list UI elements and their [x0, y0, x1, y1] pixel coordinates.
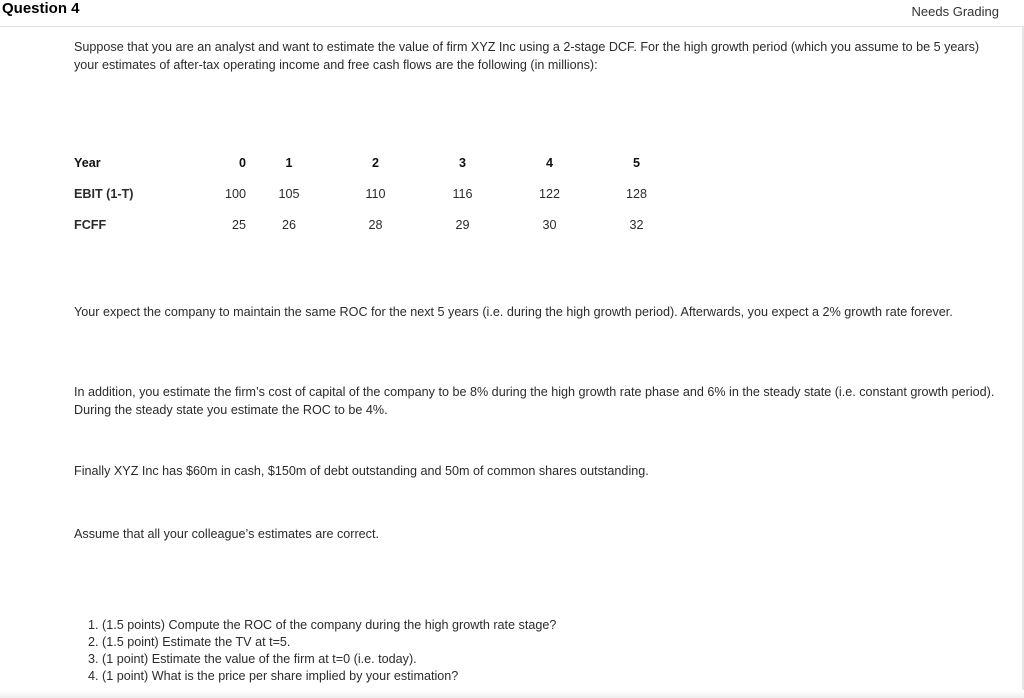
question-item: 3. (1 point) Estimate the value of the firm at t=0 (i.e. today). [88, 652, 417, 666]
cash-flow-table [74, 147, 680, 240]
year-cell: 2 [371, 155, 379, 170]
growth-paragraph: Your expect the company to maintain the same ROC for the next 5 years (i.e. during the high growth period). Afterwards, you expect a 2% growth rate forever. [74, 305, 953, 319]
year-cell: 4 [545, 155, 553, 170]
table-row [74, 147, 680, 178]
bottom-shadow [0, 690, 1024, 698]
row-label: EBIT (1-T) [74, 186, 134, 201]
row-label: Year [74, 155, 101, 170]
value-cell: 32 [629, 217, 644, 232]
value-cell: 30 [542, 217, 557, 232]
question-item: 2. (1.5 point) Estimate the TV at t=5. [88, 635, 291, 649]
intro-paragraph: Suppose that you are an analyst and want to estimate the value of firm XYZ Inc using a 2-stage DCF. For the high growth period (which you assume to be 5 years) your estimates of after-tax operating income and free cash flows are the following (in millions): [74, 40, 980, 72]
value-cell: 128 [625, 186, 647, 201]
question-title: Question 4 [2, 0, 80, 17]
question-header [0, 0, 1024, 27]
value-cell: 29 [455, 217, 470, 232]
question-item: 1. (1.5 points) Compute the ROC of the company during the high growth rate stage? [88, 618, 557, 632]
value-cell: 110 [365, 186, 386, 201]
question-list [88, 617, 556, 685]
assumption-paragraph: Assume that all your colleague’s estimates are correct. [74, 527, 379, 541]
table-row [74, 209, 680, 240]
cost-of-capital-paragraph: In addition, you estimate the firm’s cost of capital of the company to be 8% during the high growth rate phase and 6% in the steady state (i.e. constant growth period). During the steady state you estimate the ROC to be 4%. [74, 385, 995, 417]
value-cell: 105 [278, 186, 300, 201]
year-cell: 0 [238, 155, 246, 170]
balance-sheet-paragraph: Finally XYZ Inc has $60m in cash, $150m of debt outstanding and 50m of common shares outstanding. [74, 464, 649, 478]
value-cell: 28 [368, 217, 383, 232]
value-cell: 122 [538, 186, 560, 201]
value-cell: 26 [281, 217, 296, 232]
grading-status: Needs Grading [911, 4, 999, 19]
table-row [74, 178, 680, 209]
value-cell: 25 [231, 217, 246, 232]
value-cell: 116 [452, 186, 473, 201]
row-label: FCFF [74, 217, 107, 232]
year-cell: 5 [632, 155, 640, 170]
year-cell: 3 [458, 155, 466, 170]
value-cell: 100 [224, 186, 246, 201]
question-item: 4. (1 point) What is the price per share implied by your estimation? [88, 669, 459, 683]
year-cell: 1 [285, 155, 293, 170]
